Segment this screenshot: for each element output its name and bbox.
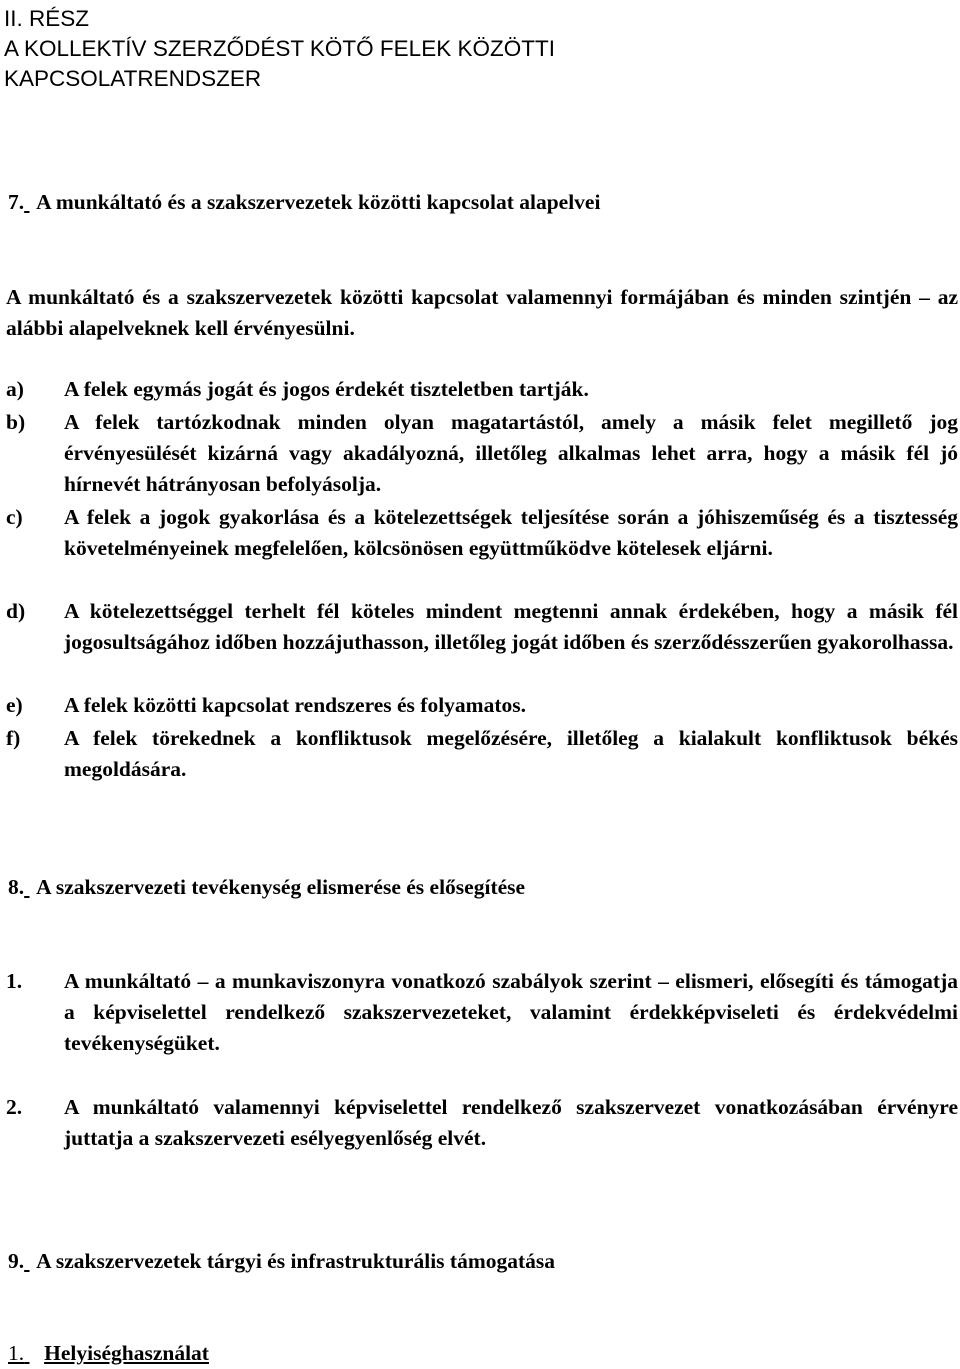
subsection-gap [24,1338,44,1369]
section-9-heading [8,1246,555,1277]
list-item-text: A felek a jogok gyakorlása és a kötelezettségek teljesítése során a jóhiszeműség és a tisztesség követelményeinek megfelelően, kölcsönösen együttműködve kötelesek eljárni. [64,505,958,560]
list-marker: b) [6,410,26,434]
section-7-title: A munkáltató és a szakszervezetek közötti kapcsolat alapelvei [36,190,601,214]
section-8-gap [24,872,36,903]
list-item-text: A felek egymás jogát és jogos érdekét tiszteletben tartják. [64,377,589,401]
section-7-intro: A munkáltató és a szakszervezetek közötti kapcsolat valamennyi formájában és minden szintjén – az alábbi alapelveknek kell érvényesülni. [6,285,958,340]
list-item-b [6,407,958,500]
list-marker: f) [6,726,21,750]
subsection-heading [8,1338,209,1369]
list-marker: d) [6,599,26,623]
point-marker: 2. [6,1095,23,1119]
section-7-number: 7. [8,190,25,214]
list-item-a [6,374,958,405]
list-item-c [6,502,958,564]
list-item-text: A felek törekednek a konfliktusok megelőzésére, illetőleg a kialakult konfliktusok békés megoldására. [64,726,958,781]
part-title-line-2: KAPCSOLATRENDSZER [4,66,262,91]
list-marker: c) [6,505,23,529]
part-label: II. RÉSZ [4,6,90,31]
list-item-text: A felek közötti kapcsolat rendszeres és folyamatos. [64,693,526,717]
section-8-point-2 [6,1092,958,1154]
section-7-heading [8,187,600,218]
subsection-number: 1. [8,1341,25,1365]
part-title-line-1: A KOLLEKTÍV SZERZŐDÉST KÖTŐ FELEK KÖZÖTTI [4,36,555,61]
list-item-text: A felek tartózkodnak minden olyan magatartástól, amely a másik felet megillető jog érvényesülését kizárná vagy akadályozná, illetőleg alkalmas lehet arra, hogy a másik fél jó hírnevét hátrányosan befolyásolja. [64,410,958,496]
section-7-gap [24,187,36,218]
point-marker: 1. [6,969,23,993]
section-9-gap [24,1246,36,1277]
list-item-e [6,690,958,721]
section-8-point-1 [6,966,958,1059]
list-item-f [6,723,958,785]
section-8-title: A szakszervezeti tevékenység elismerése és elősegítése [36,875,526,899]
list-marker: a) [6,377,24,401]
section-9-number: 9. [8,1249,25,1273]
list-item-text: A kötelezettséggel terhelt fél köteles mindent megtenni annak érdekében, hogy a másik fél jogosultságához időben hozzájuthasson, illetőleg jogát időben és szerződésszerűen gyakorolhassa. [64,599,958,654]
section-8-number: 8. [8,875,25,899]
point-text: A munkáltató valamennyi képviselettel rendelkező szakszervezet vonatkozásában érvényre juttatja a szakszervezeti esélyegyenlőség elvét. [64,1095,958,1150]
list-marker: e) [6,693,23,717]
section-9-title: A szakszervezetek tárgyi és infrastrukturális támogatása [36,1249,556,1273]
section-8-heading [8,872,525,903]
subsection-title: Helyiséghasználat [44,1341,209,1365]
point-text: A munkáltató – a munkaviszonyra vonatkozó szabályok szerint – elismeri, elősegíti és támogatja a képviselettel rendelkező szakszervezeteket, valamint érdekképviseleti és érdekvédelmi tevékenységüket. [64,969,958,1055]
list-item-d [6,596,958,658]
